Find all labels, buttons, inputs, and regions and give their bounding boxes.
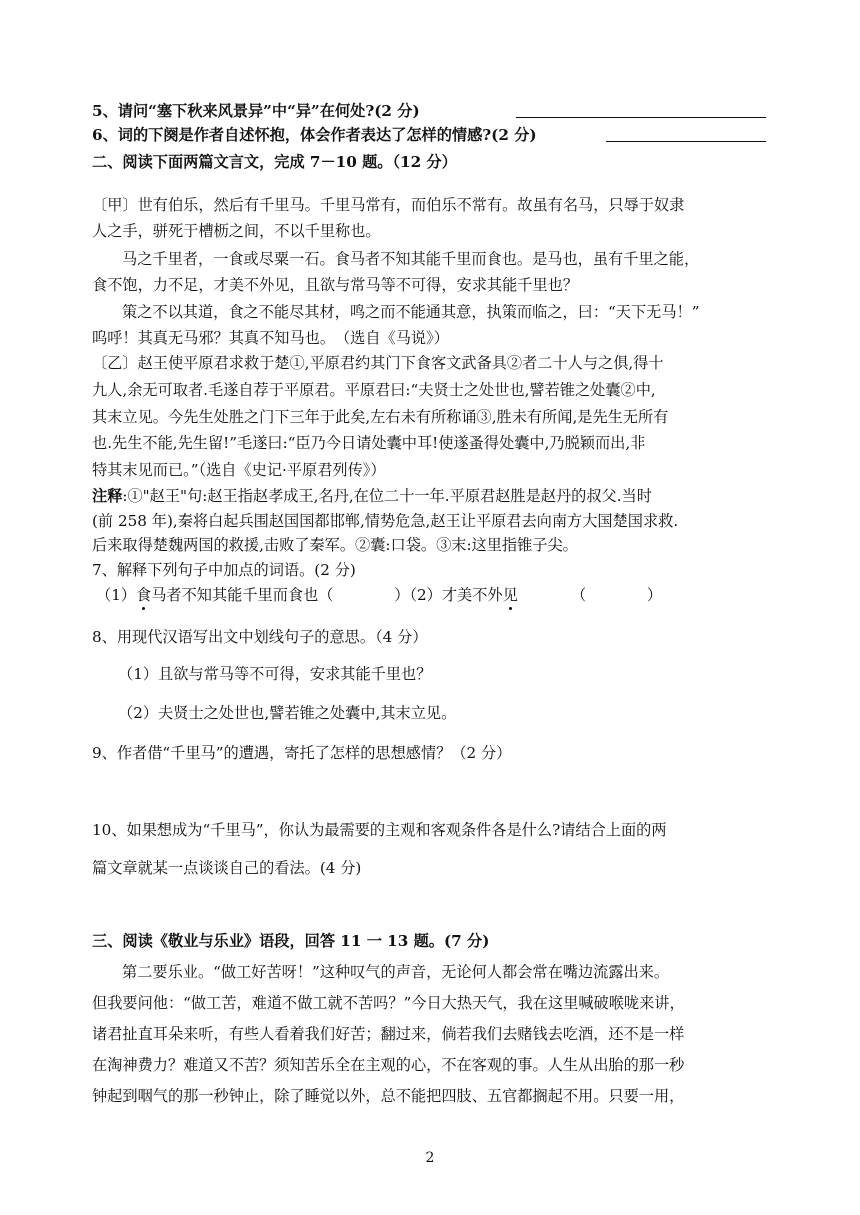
- passage-jia-line: 食不饱，力不足，才美不外见，且欲与常马等不可得，安求其能千里也？: [92, 276, 578, 294]
- passage-jia-line: 策之不以其道，食之不能尽其材，鸣之而不能通其意，执策而临之，曰：“天下无马！”: [122, 303, 700, 321]
- notes-label: 注释: [92, 487, 123, 505]
- passage-jia-line: 〔甲〕世有伯乐，然后有千里马。千里马常有，而伯乐不常有。故虽有名马，只辱于奴隶: [92, 196, 685, 214]
- passage-yi-line: 特其末见而已。”（选自《史记·平原君列传》）: [92, 461, 386, 479]
- notes-line: 后来取得楚魏两国的救援,击败了秦军。②囊:口袋。③末:这里指锥子尖。: [92, 536, 578, 554]
- question-7: 7、解释下列句子中加点的词语。(2 分): [92, 561, 356, 579]
- answer-line-q6[interactable]: [606, 141, 766, 142]
- q7-item1-answer[interactable]: 马者不知其能千里而食也（ ）: [151, 586, 410, 604]
- q7-item2-answer[interactable]: （ ）: [517, 586, 663, 604]
- question-10-line-1: 10、如果想成为“千里马”，你认为最需要的主观和客观条件各是什么?请结合上面的两: [92, 821, 667, 839]
- passage-yi-line: 也.先生不能,先生留!”毛遂曰:“臣乃今日请处囊中耳!使遂蚤得处囊中,乃脱颖而出,非: [92, 434, 646, 452]
- notes-line-1: [92, 486, 652, 506]
- notes-text: :①"赵王"句:赵王指赵孝成王,名丹,在位二十一年.平原君赵胜是赵丹的叔父.当时: [122, 487, 652, 505]
- q7-dotted-word-1: 食: [136, 586, 152, 604]
- q7-dotted-word-2: 见: [502, 586, 518, 604]
- question-9: 9、作者借“千里马”的遭遇，寄托了怎样的思想感情？（2 分）: [92, 744, 512, 762]
- passage-3-line: 钟起到咽气的那一秒钟止，除了睡觉以外，总不能把四肢、五官都搁起不用。只要一用，: [92, 1087, 685, 1105]
- passage-yi-line: 九人,余无可取者.毛遂自荐于平原君。平原君曰:“夫贤士之处世也,譬若锥之处囊②中,: [92, 381, 656, 399]
- passage-3-line: 第二要乐业。“做工好苦呀！”这种叹气的声音，无论何人都会常在嘴边流露出来。: [122, 963, 670, 981]
- passage-3-line: 但我要问他：“做工苦，难道不做工就不苦吗？”今日大热天气，我在这里喊破喉咙来讲，: [92, 994, 685, 1012]
- passage-jia-line: 呜呼！其真无马邪？其真不知马也。 （选自《马说》）: [92, 329, 449, 347]
- question-10-line-2: 篇文章就某一点谈谈自己的看法。(4 分): [92, 859, 362, 877]
- question-8-item-2: （2）夫贤士之处世也,譬若锥之处囊中,其末立见。: [118, 704, 457, 722]
- question-8: 8、用现代汉语写出文中划线句子的意思。（4 分）: [92, 628, 428, 646]
- passage-3-line: 在淘神费力？难道又不苦？须知苦乐全在主观的心，不在客观的事。人生从出胎的那一秒: [92, 1056, 685, 1074]
- page-number: 2: [425, 1150, 435, 1166]
- notes-line: (前 258 年),秦将白起兵围赵国国都邯郸,情势危急,赵王让平原君去向南方大国楚国求救.: [92, 512, 679, 530]
- passage-jia-line: 人之手，骈死于槽枥之间，不以千里称也。: [92, 222, 381, 240]
- question-7-items: [96, 585, 662, 605]
- passage-3-line: 诸君扯直耳朵来听，有些人看着我们好苦；翻过来，倘若我们去赌钱去吃酒，还不是一样: [92, 1025, 685, 1043]
- q7-item1-prefix: （1）: [96, 586, 137, 604]
- passage-yi-line: 〔乙〕赵王使平原君求救于楚①,平原君约其门下食客文武备具②者二十人与之俱,得十: [92, 354, 664, 372]
- passage-jia-line: 马之千里者，一食或尽粟一石。食马者不知其能千里而食也。是马也，虽有千里之能，: [122, 250, 700, 268]
- question-6: 6、词的下阕是作者自述怀抱，体会作者表达了怎样的情感?(2 分): [92, 126, 537, 144]
- section-2-heading: 二、阅读下面两篇文言文，完成 7－10 题。（12 分）: [92, 153, 457, 171]
- passage-yi-line: 其末立见。今先生处胜之门下三年于此矣,左右未有所称诵③,胜未有所闻,是先生无所有: [92, 408, 669, 426]
- q7-item2-prefix: （2）才美不外: [409, 586, 503, 604]
- question-8-item-1: （1）且欲与常马等不可得，安求其能千里也？: [118, 665, 432, 683]
- question-5: 5、请问“塞下秋来风景异”中“异”在何处?(2 分): [92, 102, 420, 120]
- section-3-heading: 三、阅读《敬业与乐业》语段，回答 11 一 13 题。(7 分): [92, 932, 490, 950]
- answer-line-q5[interactable]: [516, 117, 766, 118]
